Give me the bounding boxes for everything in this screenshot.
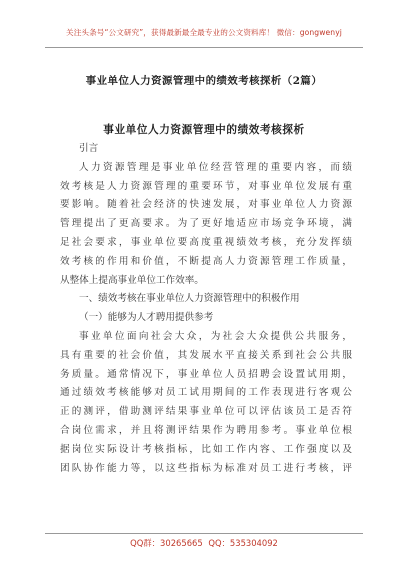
- body-text-line: 事业单位面向社会大众，为社会大众提供公共服务，: [79, 330, 352, 342]
- body-text-line: 务质量。通常情况下，事业单位人员招聘会设置试用期，: [60, 368, 352, 380]
- body-text-line: 团队协作能力等，以这些指标为标准对员工进行考核，评: [60, 462, 352, 474]
- body-text-line: 从整体上提高事业单位工作效率。: [60, 274, 204, 286]
- body-text-line: （一）能够为人才聘用提供参考: [79, 312, 214, 324]
- body-text-line: 效考核是人力资源管理的重要环节，对事业单位发展有重: [60, 180, 352, 192]
- body-text-line: 人力资源管理是事业单位经营管理的重要内容，而绩: [79, 161, 352, 173]
- body-text-line: 据岗位实际设计考核指标，比如工作内容、工作强度以及: [60, 443, 352, 455]
- body-text-line: 具有重要的社会价值，其发展水平直接关系到社会公共服: [60, 349, 352, 361]
- body-text-line: 引言: [79, 143, 99, 154]
- document-title: 事业单位人力资源管理中的绩效考核探析（2篇）: [85, 75, 323, 87]
- body-text-line: 要影响。随着社会经济的快速发展，对事业单位人力资源: [60, 199, 352, 211]
- footer-contact-text: QQ群：30265665 QQ：535304092: [130, 538, 278, 548]
- header-promo-text: 关注头条号“公文研究”，获得最新最全最专业的公文资料库！ 微信：gongwenyj: [66, 28, 342, 37]
- body-text-line: 一、绩效考核在事业单位人力资源管理中的积极作用: [79, 293, 300, 305]
- article-title: 事业单位人力资源管理中的绩效考核探析: [103, 124, 305, 136]
- body-text-line: 效考核的作用和价值，不断提高人力资源管理工作质量，: [60, 255, 352, 267]
- footer-divider: [45, 533, 363, 534]
- body-text-line: 管理提出了更高要求。为了更好地适应市场竞争环境，满: [60, 218, 352, 230]
- body-text-line: 正的测评，借助测评结果事业单位可以评估该员工是否符: [60, 406, 352, 418]
- document-body: [60, 140, 352, 478]
- body-text-line: 通过绩效考核能够对员工试用期间的工作表现进行客观公: [60, 387, 352, 399]
- body-text-line: 足社会要求，事业单位要高度重视绩效考核，充分发挥绩: [60, 236, 352, 248]
- header-divider: [45, 47, 363, 48]
- body-text-line: 合岗位需求，并且将测评结果作为聘用参考。事业单位根: [60, 424, 352, 436]
